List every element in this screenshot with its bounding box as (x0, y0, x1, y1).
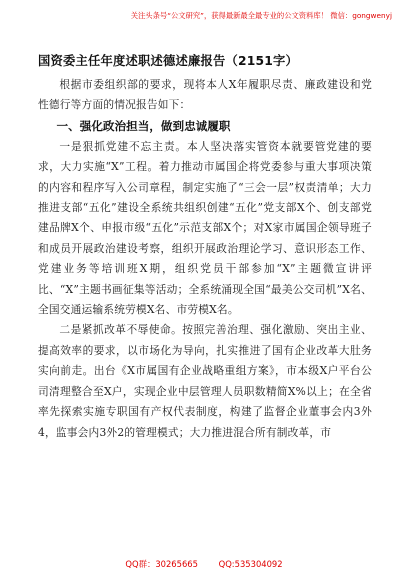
header-watermark-banner: 关注头条号“公文研究”，获得最新最全最专业的公文资料库！ 微信：gongwenyj (130, 11, 392, 20)
document-title: 国资委主任年度述职述德述廉报告（2151字） (38, 54, 298, 68)
section-1-paragraph-2: 二是紧抓改革不辱使命。按照完善治理、强化激励、突出主业、提高效率的要求，以市场化为导向，扎实推进了国有企业改革大肚务实向前走。出台《X市属国有企业战略重组方案》，市本级X户平台公司清理整合至X户，实现企业中层管理人员职数精简X%以上；在全省率先探索实施专职国有产权代表制度，构建了监督企业董事会内3外4，监事会内3外2的管理模式；大力推进混合所有制改革，市 (38, 323, 372, 439)
section-1-paragraph-1: 一是狠抓党建不忘主责。本人坚决落实管资本就要管党建的要求，大力实施“X”工程。着力推动市属国企将党委参与重大事项决策的内容和程序写入公司章程，制定实施了“三会一层”权责清单；大力推进支部“五化”建设全系统共组织创建“五化”党支部X个、创支部党建品牌X个、申报市级“五化”示范支部X个；对X家市属国企领导班子和成员开展政治建设考察，组织开展政治理论学习、意识形态工作、党建业务等培训班X期，组织党员干部参加“X”主题微宣讲评比、“X”主题书画征集等活动；全系统涌现全国“最美公交司机”X名、全国交通运输系统劳模X名、市劳模X名。 (38, 139, 372, 317)
section-1-heading: 一、强化政治担当，做到忠诚履职 (56, 118, 231, 133)
intro-paragraph: 根据市委组织部的要求，现将本人X年履职尽责、廉政建设和党性德行等方面的情况报告如下： (38, 78, 372, 112)
footer-qq-number: QQ:535304092 (218, 559, 283, 569)
footer-contact (0, 558, 408, 570)
document-body (38, 52, 372, 443)
footer-qq-group: QQ群：30265665 (125, 559, 198, 569)
